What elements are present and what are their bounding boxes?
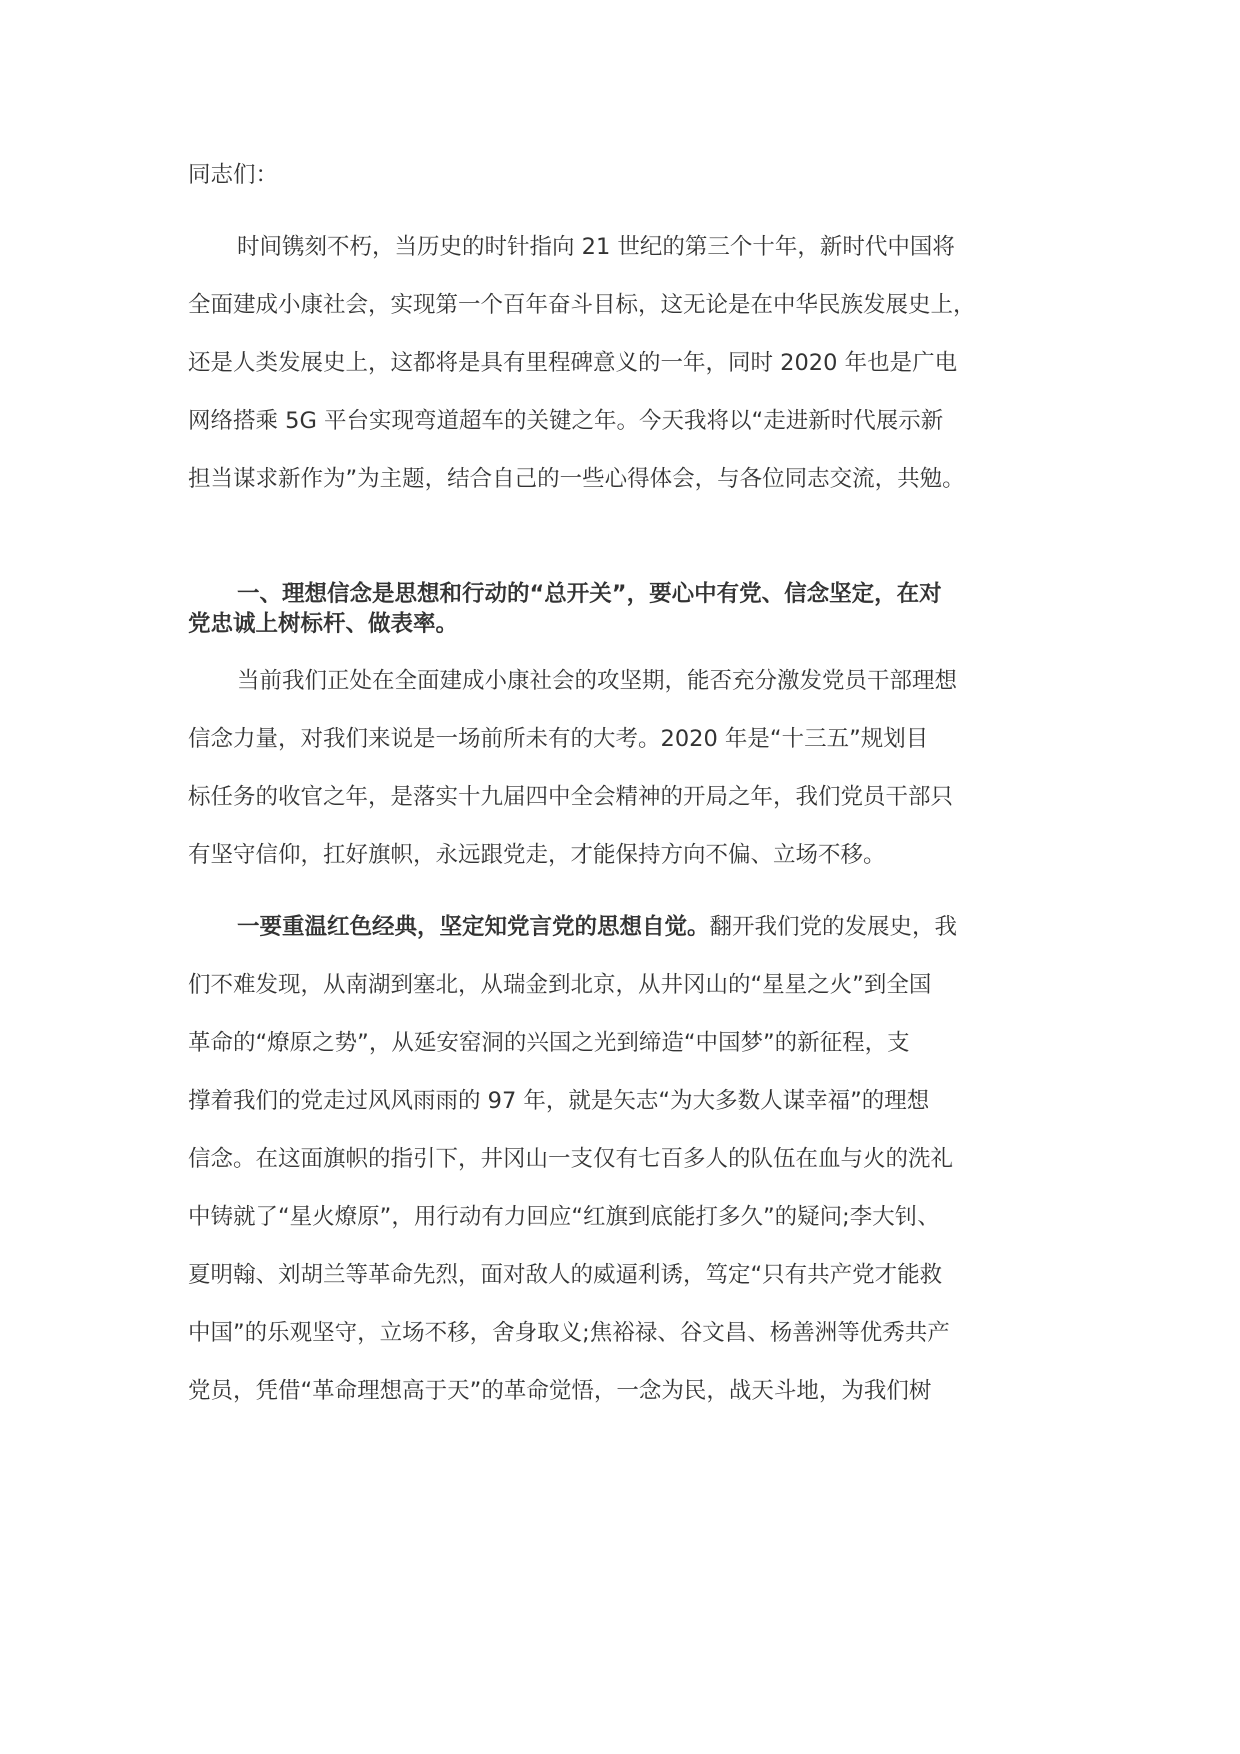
subsection-lead-rest: 翻开我们党的发展史，我: [709, 914, 958, 940]
paragraph-line: 当前我们正处在全面建成小康社会的攻坚期，能否充分激发党员干部理想: [237, 668, 958, 694]
paragraph-line: 党员，凭借“革命理想高于天”的革命觉悟，一念为民，战天斗地，为我们树: [188, 1378, 932, 1404]
paragraph-line: 标任务的收官之年，是落实十九届四中全会精神的开局之年，我们党员干部只: [188, 784, 954, 810]
paragraph-line: 全面建成小康社会，实现第一个百年奋斗目标，这无论是在中华民族发展史上，: [188, 292, 976, 318]
paragraph-line: 信念力量，对我们来说是一场前所未有的大考。2020 年是“十三五”规划目: [188, 726, 929, 752]
heading-line: 党忠诚上树标杆、做表率。: [188, 611, 459, 637]
paragraph-line: 中铸就了“星火燎原”，用行动有力回应“红旗到底能打多久”的疑问;李大钊、: [188, 1204, 940, 1230]
paragraph-line: 时间镌刻不朽，当历史的时针指向 21 世纪的第三个十年，新时代中国将: [237, 234, 955, 260]
paragraph-line: 夏明翰、刘胡兰等革命先烈，面对敌人的威逼利诱，笃定“只有共产党才能救: [188, 1262, 943, 1288]
paragraph-line: 担当谋求新作为”为主题，结合自己的一些心得体会，与各位同志交流，共勉。: [188, 466, 965, 492]
paragraph-line: 网络搭乘 5G 平台实现弯道超车的关键之年。今天我将以“走进新时代展示新: [188, 408, 944, 434]
paragraph-line: 革命的“燎原之势”，从延安窑洞的兴国之光到缔造“中国梦”的新征程，支: [188, 1030, 910, 1056]
heading-line: 一、理想信念是思想和行动的“总开关”，要心中有党、信念坚定，在对: [237, 581, 942, 607]
paragraph-line: 撑着我们的党走过风风雨雨的 97 年，就是矢志“为大多数人谋幸福”的理想: [188, 1088, 930, 1114]
paragraph-line: 有坚守信仰，扛好旗帜，永远跟党走，才能保持方向不偏、立场不移。: [188, 842, 886, 868]
paragraph-line: 们不难发现，从南湖到塞北，从瑞金到北京，从井冈山的“星星之火”到全国: [188, 972, 932, 998]
paragraph-line: 还是人类发展史上，这都将是具有里程碑意义的一年，同时 2020 年也是广电: [188, 350, 958, 376]
paragraph-line: 信念。在这面旗帜的指引下，井冈山一支仅有七百多人的队伍在血与火的洗礼: [188, 1146, 954, 1172]
salutation: 同志们：: [188, 162, 279, 188]
subsection-lead: 一要重温红色经典，坚定知党言党的思想自觉。: [237, 914, 710, 940]
paragraph-line: [237, 912, 1078, 942]
paragraph-line: 中国”的乐观坚守，立场不移，舍身取义;焦裕禄、谷文昌、杨善洲等优秀共产: [188, 1320, 950, 1346]
